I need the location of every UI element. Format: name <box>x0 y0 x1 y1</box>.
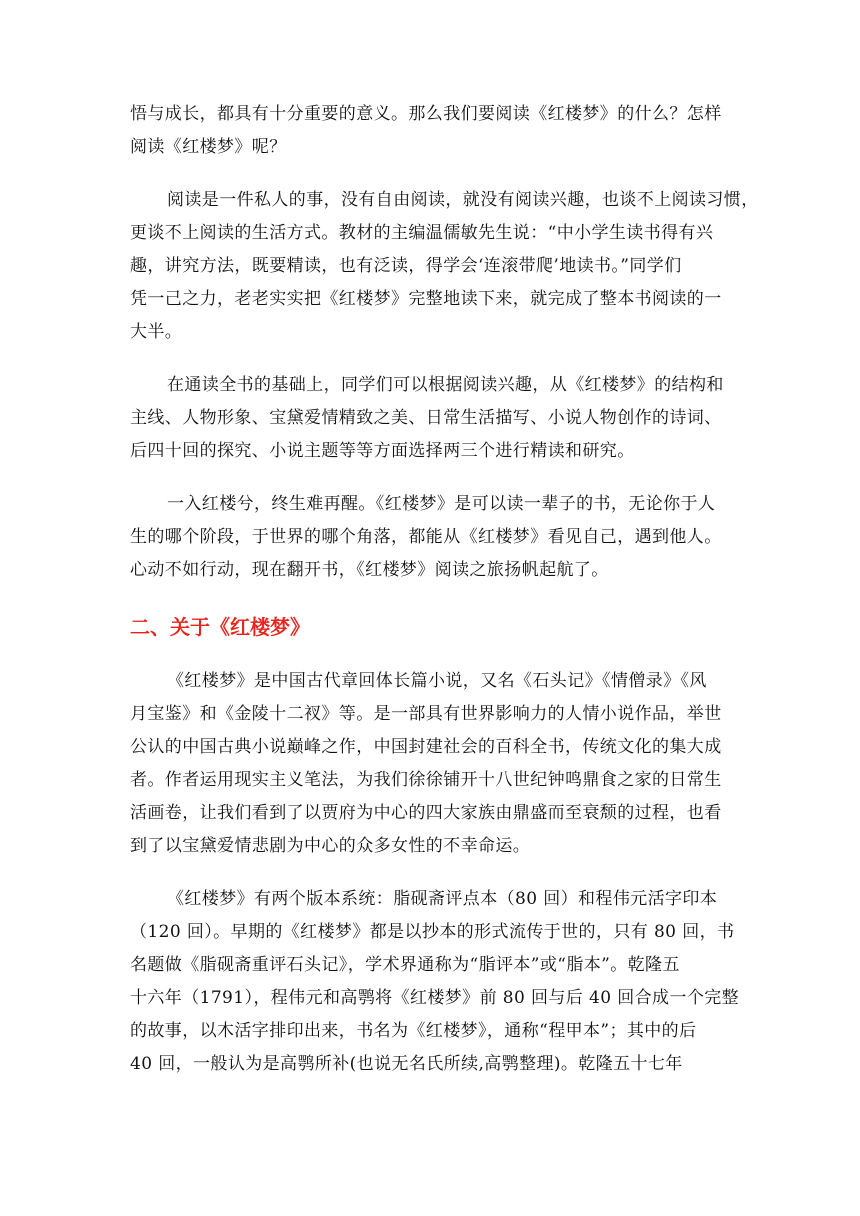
about-paragraph <box>130 665 730 863</box>
reading-paragraph <box>130 184 759 349</box>
text-line: 后四十回的探究、小说主题等等方面选择两三个进行精读和研究。 <box>130 441 635 461</box>
text-line: 生的哪个阶段，于世界的哪个角落，都能从《红楼梦》看见自己，遇到他人。 <box>130 527 722 547</box>
text-line: 公认的中国古典小说巅峰之作，中国封建社会的百科全书，传统文化的集大成 <box>130 737 722 757</box>
versions-paragraph <box>130 883 740 1081</box>
section-heading: 二、关于《红楼梦》 <box>130 615 310 639</box>
text-line: 《红楼梦》是中国古代章回体长篇小说，又名《石头记》《情僧录》《风 <box>167 671 707 691</box>
text-line: 悟与成长，都具有十分重要的意义。那么我们要阅读《红楼梦》的什么？怎样 <box>130 104 722 124</box>
text-line: 主线、人物形象、宝黛爱情精致之美、日常生活描写、小说人物创作的诗词、 <box>130 408 722 428</box>
text-line: 心动不如行动，现在翻开书，《红楼梦》阅读之旅扬帆起航了。 <box>130 560 609 580</box>
text-line: 者。作者运用现实主义笔法，为我们徐徐铺开十八世纪钟鸣鼎食之家的日常生 <box>130 770 722 790</box>
text-line: 名题做《脂砚斋重评石头记》，学术界通称为“脂评本”或“脂本”。乾隆五 <box>130 955 680 975</box>
text-line: 一入红楼兮，终生难再醒。《红楼梦》是可以读一辈子的书，无论你于人 <box>167 494 716 514</box>
text-line: （120 回）。早期的《红楼梦》都是以抄本的形式流传于世的，只有 80 回，书 <box>130 922 735 942</box>
text-line: 《红楼梦》有两个版本系统：脂砚斋评点本（80 回）和程伟元活字印本 <box>167 889 718 909</box>
text-line: 凭一己之力，老老实实把《红楼梦》完整地读下来，就完成了整本书阅读的一 <box>130 289 722 309</box>
text-line: 阅读《红楼梦》呢？ <box>130 137 287 157</box>
text-line: 在通读全书的基础上，同学们可以根据阅读兴趣，从《红楼梦》的结构和 <box>167 375 724 395</box>
text-line: 大半。 <box>130 322 183 342</box>
document-page <box>130 98 759 1081</box>
text-line: 的故事，以木活字排印出来，书名为《红楼梦》，通称“程甲本”；其中的后 <box>130 1021 697 1041</box>
basis-paragraph <box>130 369 730 468</box>
text-line: 更谈不上阅读的生活方式。教材的主编温儒敏先生说：“中小学生读书得有兴 <box>130 223 714 243</box>
text-line: 活画卷，让我们看到了以贾府为中心的四大家族由鼎盛而至衰颓的过程，也看 <box>130 803 722 823</box>
text-line: 到了以宝黛爱情悲剧为中心的众多女性的不幸命运。 <box>130 836 531 856</box>
text-line: 月宝鉴》和《金陵十二衩》等。是一部具有世界影响力的人情小说作品，举世 <box>130 704 722 724</box>
text-line: 40 回，一般认为是高鹗所补(也说无名氏所续,高鹗整理)。乾隆五十七年 <box>130 1054 683 1074</box>
text-line: 趣，讲究方法，既要精读，也有泛读，得学会‘连滚带爬’地读书。”同学们 <box>130 256 682 276</box>
intro-continuation-paragraph <box>130 98 730 164</box>
enter-paragraph <box>130 488 730 587</box>
text-line: 阅读是一件私人的事，没有自由阅读，就没有阅读兴趣，也谈不上阅读习惯， <box>167 190 759 210</box>
text-line: 十六年（1791），程伟元和高鹗将《红楼梦》前 80 回与后 40 回合成一个完整 <box>130 988 740 1008</box>
